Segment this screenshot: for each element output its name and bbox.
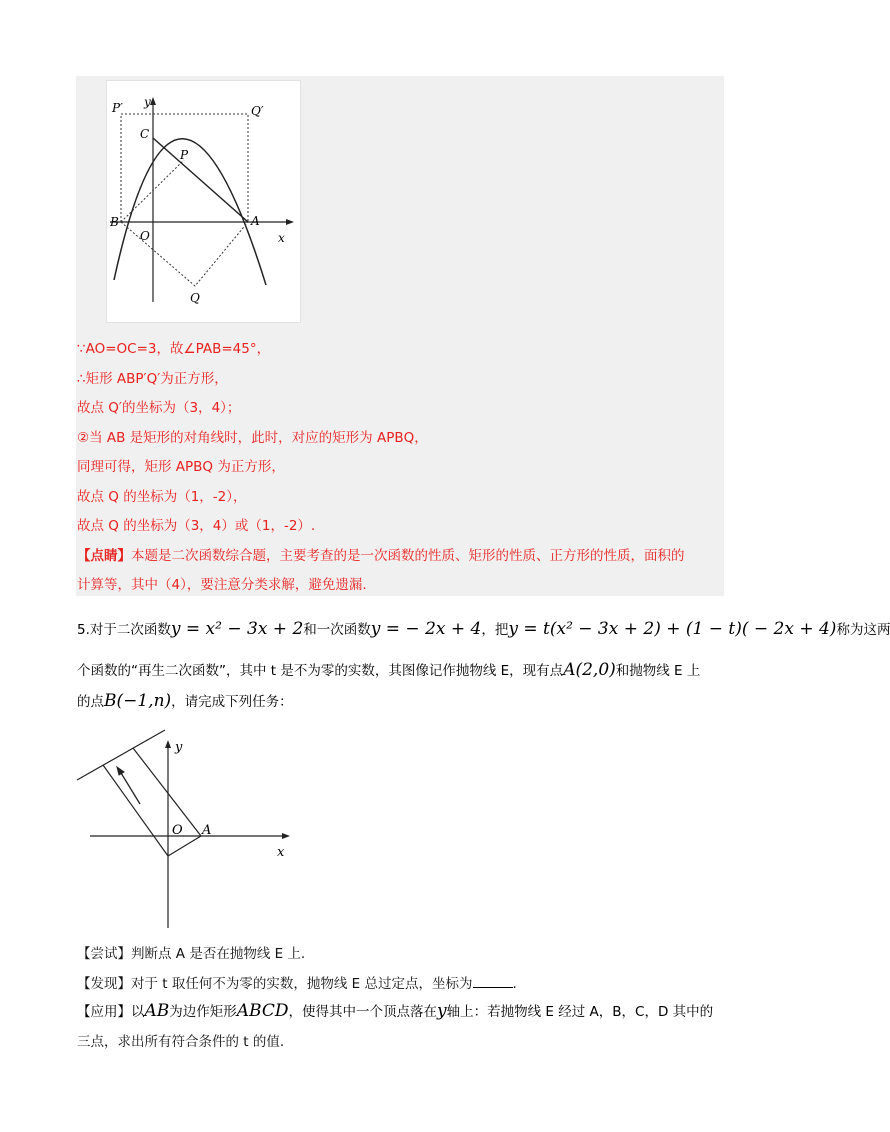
task-apply-condition: 轴上：若抛物线 E 经过 A，B，C，D 其中的 <box>446 1004 714 1020</box>
label-x: x <box>277 845 285 860</box>
x-axis-arrow-icon <box>282 833 290 839</box>
rectangle-figure <box>72 730 297 935</box>
formula-quadratic: y = x² − 3x + 2 <box>170 619 304 639</box>
solution-line-3: 故点 Q′的坐标为（3，4）； <box>77 400 241 416</box>
problem-line-3 <box>77 690 293 711</box>
axis-y: y <box>437 1001 447 1021</box>
label-p: P <box>180 148 189 162</box>
label-a: A <box>251 214 260 228</box>
problem-line-2 <box>77 659 700 680</box>
task-apply-line-2: 三点，求出所有符合条件的 t 的值. <box>77 1034 285 1050</box>
problem-definition: 个函数的“再生二次函数”，其中 t 是不为零的实数，其图像记作抛物线 E，现有点 <box>77 663 564 679</box>
label-y: y <box>144 95 151 109</box>
segment-ab: AB <box>144 1001 170 1021</box>
problem-and-parabola: 和抛物线 E 上 <box>615 663 701 679</box>
task-discover-text: 【发现】对于 t 取任何不为零的实数，抛物线 E 总过定点，坐标为 <box>77 976 473 992</box>
task-apply-rect: 为边作矩形 <box>169 1004 237 1020</box>
answer-blank[interactable] <box>473 975 513 988</box>
solution-line-7: 故点 Q 的坐标为（3，4）或（1，-2）. <box>77 518 316 534</box>
solution-line-2: ∴矩形 ABP′Q′为正方形， <box>77 371 228 387</box>
task-discover-period: . <box>512 976 517 992</box>
point-a: A(2,0) <box>563 660 616 680</box>
solution-line-4: ②当 AB 是矩形的对角线时，此时，对应的矩形为 APBQ， <box>77 430 428 446</box>
task-apply-line-1 <box>77 1000 713 1021</box>
comment-line-2: 计算等，其中（4），要注意分类求解，避免遗漏. <box>77 577 367 593</box>
label-q: Q <box>190 291 200 305</box>
label-y: y <box>175 740 183 755</box>
rect-right-edge <box>133 748 201 836</box>
solution-line-1: ∵AO=OC=3，故∠PAB=45°， <box>77 341 271 357</box>
problem-point-prefix: 的点 <box>77 694 104 710</box>
problem-and-linear: 和一次函数 <box>303 622 371 638</box>
label-o: O <box>140 229 150 243</box>
comment-tag: 【点睛】 <box>77 548 131 564</box>
rect-bottom-edge <box>168 836 201 856</box>
label-a: A <box>202 823 212 838</box>
comment-line-1 <box>77 546 685 566</box>
label-o: O <box>172 823 183 838</box>
rectangle-abcd: ABCD <box>236 1001 289 1021</box>
comment-text-1: 本题是二次函数综合题，主要考查的是一次函数的性质、矩形的性质、正方形的性质，面积的 <box>131 548 685 564</box>
rectangle-figure-svg <box>72 730 297 935</box>
problem-line-1 <box>77 618 890 639</box>
problem-called: 称为这两 <box>836 622 890 638</box>
task-apply-vertex: ，使得其中一个顶点落在 <box>288 1004 438 1020</box>
solution-line-5: 同理可得，矩形 APBQ 为正方形， <box>77 459 285 475</box>
problem-task-prompt: ，请完成下列任务： <box>171 694 293 710</box>
label-x: x <box>278 231 285 245</box>
parabola-figure-svg <box>106 80 301 323</box>
label-q-prime: Q′ <box>251 104 264 118</box>
y-axis-arrow-icon <box>165 740 171 748</box>
label-b: B <box>110 215 119 229</box>
point-b: B(−1,n) <box>104 691 172 711</box>
problem-intro: 5.对于二次函数 <box>77 622 171 638</box>
task-apply-prefix: 【应用】以 <box>77 1004 145 1020</box>
formula-linear: y = − 2x + 4 <box>370 619 482 639</box>
problem-comma-ba: ，把 <box>481 622 509 638</box>
task-try: 【尝试】判断点 A 是否在抛物线 E 上. <box>77 946 306 962</box>
direction-arrow-head-icon <box>117 767 124 775</box>
label-p-prime: P′ <box>112 101 123 115</box>
rect-left-edge <box>103 765 168 856</box>
label-c: C <box>140 127 150 141</box>
formula-regenerated: y = t(x² − 3x + 2) + (1 − t)( − 2x + 4) <box>508 619 837 639</box>
parabola-figure <box>106 80 301 323</box>
task-discover <box>77 974 517 994</box>
solution-line-6: 故点 Q 的坐标为（1，-2）， <box>77 489 247 505</box>
direction-arrow <box>121 773 140 804</box>
